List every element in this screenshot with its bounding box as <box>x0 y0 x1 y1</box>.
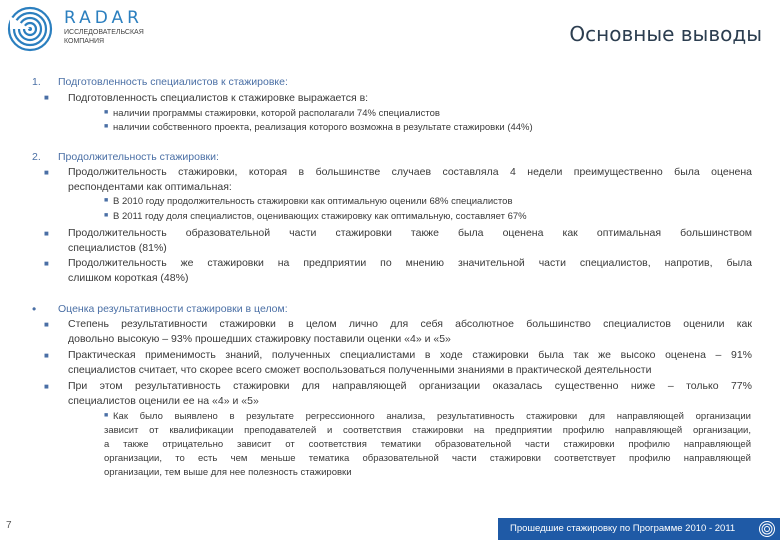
section-1-heading: Подготовленность специалистов к стажировке: <box>58 76 288 88</box>
bullet-square-icon: ■ <box>44 229 49 238</box>
section-3-sub-line-5: организации, тем выше для нее полезность стажировки <box>104 467 352 478</box>
brand-subtitle: ИССЛЕДОВАТЕЛЬСКАЯ КОМПАНИЯ <box>64 29 144 45</box>
section-3-bullet-2-line-2: специалистов считает, что скорее всего сможет воспользоваться полученными знаниями в практической деятельности <box>68 364 652 376</box>
section-3-bullet-icon: • <box>32 302 37 316</box>
section-2-heading: Продолжительность стажировки: <box>58 151 219 163</box>
section-2-bullet-2-line-2: специалистов (81%) <box>68 242 167 254</box>
section-3-bullet-3-line-1: При этом результативность стажировки для направляющей организации оказалась существенно ниже – только 77% <box>68 380 752 392</box>
bullet-square-icon: ■ <box>44 382 49 391</box>
section-2-sub-2: В 2011 году доля специалистов, оценивающих стажировку как оптимальную, составляет 67% <box>113 211 527 222</box>
section-2-bullet-2-line-1: Продолжительность образовательной части стажировки также была оценена как оптимальная большинством <box>68 227 752 239</box>
section-2-bullet-1-line-1: Продолжительность стажировки, которая в большинстве случаев составляла 4 недели преимущественно была оценена <box>68 166 752 178</box>
section-2-sub-1: В 2010 году продолжительность стажировки как оптимальную оценили 68% специалистов <box>113 196 513 207</box>
section-1-sub-1: наличии программы стажировки, которой располагали 74% специалистов <box>113 108 440 119</box>
bullet-square-icon: ■ <box>44 320 49 329</box>
bullet-small-icon: ■ <box>104 412 109 419</box>
bullet-small-icon: ■ <box>104 197 109 204</box>
footer <box>0 514 780 540</box>
footer-bar <box>498 518 780 540</box>
bullet-square-icon: ■ <box>44 93 49 102</box>
bullet-square-icon: ■ <box>44 168 49 177</box>
section-1-number: 1. <box>32 76 41 88</box>
section-3-heading: Оценка результативности стажировки в целом: <box>58 303 288 315</box>
section-3-sub-line-2: зависит от квалификации преподавателей и соответствия стажировки на предприятии профилю направляющей организации, <box>104 425 751 436</box>
section-3-bullet-2-line-1: Практическая применимость знаний, полученных специалистами в ходе стажировки была так же высоко оценена – 91% <box>68 349 752 361</box>
section-1-bullet-1: Подготовленность специалистов к стажировке выражается в: <box>68 92 369 104</box>
bullet-small-icon: ■ <box>104 123 109 130</box>
section-3-bullet-1-line-2: довольно высокую – 93% прошедших стажировку поставили оценки «4» и «5» <box>68 333 451 345</box>
section-3-bullet-1-line-1: Степень результативности стажировки в целом лично для себя абсолютное большинство специалистов оценили как <box>68 318 752 330</box>
bullet-square-icon: ■ <box>44 259 49 268</box>
section-1-sub-2: наличии собственного проекта, реализация которого возможна в результате стажировки (44%) <box>113 122 533 133</box>
brand-name: RADAR <box>64 8 143 28</box>
section-3-sub-line-3: а также отрицательно зависит от соответствия тематики образовательной части стажировки профилю направляющей <box>104 439 751 450</box>
bullet-small-icon: ■ <box>104 109 109 116</box>
footer-caption: Прошедшие стажировку по Программе 2010 - 2011 <box>510 523 736 534</box>
section-3-bullet-3-line-2: специалистов оценили ее на «4» и «5» <box>68 395 259 407</box>
page-number: 7 <box>6 520 12 531</box>
radar-small-icon <box>758 520 776 538</box>
page-title: Основные выводы <box>569 22 762 46</box>
bullet-small-icon: ■ <box>104 212 109 219</box>
section-3-sub-line-4: организации, то есть чем меньше тематика образовательной части стажировки соответствует профилю направляющей <box>104 453 751 464</box>
section-2-bullet-1-line-2: респондентами как оптимальная: <box>68 181 232 193</box>
section-3-sub-line-1: Как было выявлено в результате регрессионного анализа, результативность стажировки для направляющей организации <box>113 411 751 422</box>
section-2-bullet-3-line-1: Продолжительность же стажировки на предприятии по мнению значительной части специалистов, напротив, была <box>68 257 752 269</box>
bullet-square-icon: ■ <box>44 351 49 360</box>
section-2-bullet-3-line-2: слишком короткая (48%) <box>68 272 189 284</box>
section-2-number: 2. <box>32 151 41 163</box>
